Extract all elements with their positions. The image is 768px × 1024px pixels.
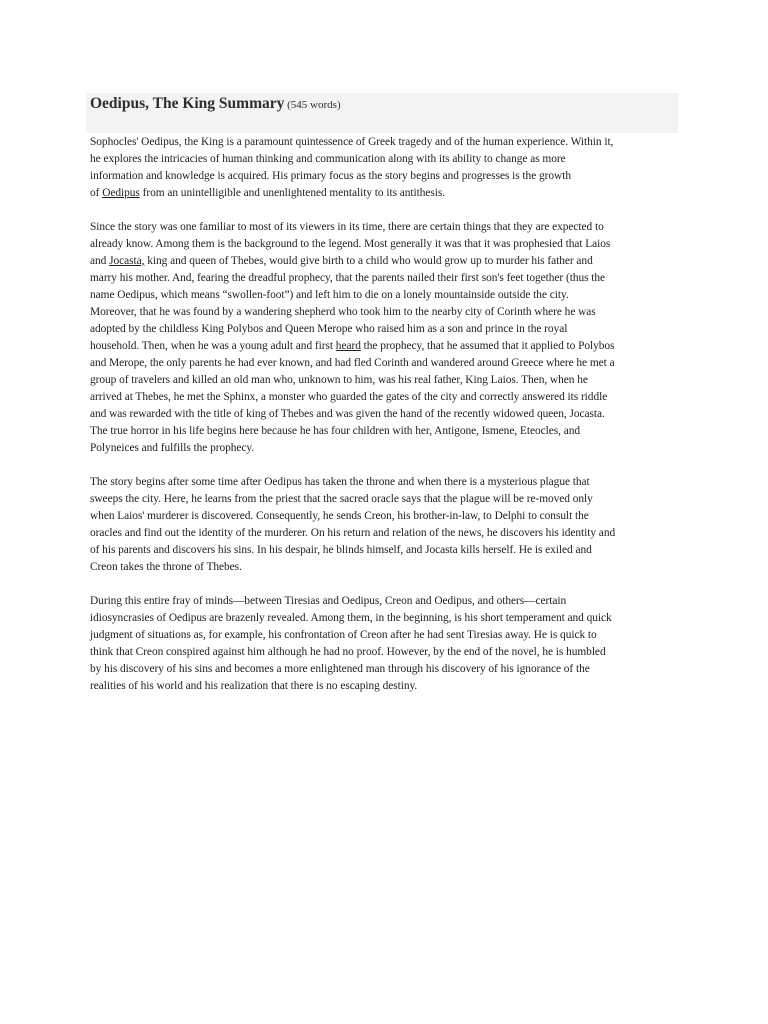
text-line bbox=[90, 287, 690, 304]
text-segment: During this entire fray of minds—between Tiresias and Oedipus, Creon and Oedipus, and others—certain bbox=[90, 595, 567, 607]
text-segment: Creon takes the throne of Thebes. bbox=[90, 561, 242, 573]
text-segment: by his discovery of his sins and becomes a more enlightened man through his discovery of his ignorance of the bbox=[90, 663, 590, 675]
text-segment: Since the story was one familiar to most of its viewers in its time, there are certain things that they are expected to bbox=[90, 221, 604, 233]
text-segment: already know. Among them is the background to the legend. Most generally it was that it was prophesied that Laios bbox=[90, 238, 611, 250]
text-line bbox=[90, 423, 690, 440]
text-segment: arrived at Thebes, he met the Sphinx, a monster who guarded the gates of the city and correctly answered its riddle bbox=[90, 391, 608, 403]
title-bar bbox=[86, 93, 678, 133]
text-segment: king and queen of Thebes, would give birth to a child who would grow up to murder his father and bbox=[144, 255, 593, 267]
text-segment: idiosyncrasies of Oedipus are brazenly revealed. Among them, in the beginning, is his short temperament and quick bbox=[90, 612, 612, 624]
text-segment: and was rewarded with the title of king of Thebes and was given the hand of the recently widowed queen, Jocasta. bbox=[90, 408, 605, 420]
text-line bbox=[90, 151, 690, 168]
text-line bbox=[90, 338, 690, 355]
text-line bbox=[90, 219, 690, 236]
text-segment: The true horror in his life begins here because he has four children with her, Antigone, Ismene, Eteocles, and bbox=[90, 425, 581, 437]
text-line bbox=[90, 610, 690, 627]
inline-link[interactable]: Jocasta, bbox=[109, 255, 145, 267]
text-line bbox=[90, 627, 690, 644]
text-segment: from an unintelligible and unenlightened mentality to its antithesis. bbox=[139, 187, 446, 199]
summary-body bbox=[90, 134, 690, 712]
text-line bbox=[90, 236, 690, 253]
text-line bbox=[90, 491, 690, 508]
document-title bbox=[90, 94, 341, 115]
text-line bbox=[90, 304, 690, 321]
text-line bbox=[90, 406, 690, 423]
text-segment: Sophocles' Oedipus, the King is a paramount quintessence of Greek tragedy and of the human experience. Within it, bbox=[90, 136, 614, 148]
paragraph-4 bbox=[90, 593, 690, 695]
text-line bbox=[90, 185, 690, 202]
text-segment: The story begins after some time after Oedipus has taken the throne and when there is a mysterious plague that bbox=[90, 476, 590, 488]
text-segment: he explores the intricacies of human thinking and communication along with its ability to change as more bbox=[90, 153, 566, 165]
text-segment: household. Then, when he was a young adult and first bbox=[90, 340, 336, 352]
text-segment: and Merope, the only parents he had ever known, and had fled Corinth and wandered around Greece where he met a bbox=[90, 357, 615, 369]
inline-link[interactable]: Oedipus bbox=[102, 187, 140, 199]
text-segment: marry his mother. And, fearing the dreadful prophecy, that the parents nailed their first son's feet together (thus the bbox=[90, 272, 606, 284]
paragraph-1 bbox=[90, 134, 690, 202]
text-segment: Moreover, that he was found by a wandering shepherd who took him to the nearby city of Corinth where he was bbox=[90, 306, 596, 318]
text-segment: group of travelers and killed an old man who, unknown to him, was his real father, King Laios. Then, when he bbox=[90, 374, 588, 386]
text-segment: oracles and find out the identity of the murderer. On his return and relation of the news, he discovers his identity and bbox=[90, 527, 616, 539]
text-line bbox=[90, 355, 690, 372]
text-line bbox=[90, 593, 690, 610]
text-line bbox=[90, 678, 690, 695]
text-line bbox=[90, 134, 690, 151]
paragraph-2 bbox=[90, 219, 690, 457]
text-segment: sweeps the city. Here, he learns from the priest that the sacred oracle says that the plague will be re-moved only bbox=[90, 493, 593, 505]
text-line bbox=[90, 474, 690, 491]
text-segment: judgment of situations as, for example, his confrontation of Creon after he had sent Tiresias away. He is quick to bbox=[90, 629, 597, 641]
text-segment: information and knowledge is acquired. His primary focus as the story begins and progresses is the growth bbox=[90, 170, 571, 182]
text-segment: realities of his world and his realization that there is no escaping destiny. bbox=[90, 680, 418, 692]
text-line bbox=[90, 270, 690, 287]
text-segment: when Laios' murderer is discovered. Consequently, he sends Creon, his brother-in-law, to Delphi to consult the bbox=[90, 510, 589, 522]
text-line bbox=[90, 389, 690, 406]
text-line bbox=[90, 321, 690, 338]
title-text: Oedipus, The King Summary bbox=[90, 95, 285, 112]
inline-link[interactable]: heard bbox=[335, 340, 361, 352]
text-line bbox=[90, 372, 690, 389]
word-count-open: ( bbox=[284, 99, 291, 111]
text-line bbox=[90, 559, 690, 576]
paragraph-3 bbox=[90, 474, 690, 576]
text-segment: the prophecy, that he assumed that it applied to Polybos bbox=[360, 340, 615, 352]
text-segment: adopted by the childless King Polybos and Queen Merope who raised him as a son and prince in the royal bbox=[90, 323, 568, 335]
text-line bbox=[90, 525, 690, 542]
text-segment: of bbox=[90, 187, 103, 199]
text-line bbox=[90, 661, 690, 678]
word-count: 545 words bbox=[290, 99, 337, 111]
text-segment: think that Creon conspired against him although he had no proof. However, by the end of the novel, he is humbled bbox=[90, 646, 606, 658]
text-segment: name Oedipus, which means “swollen-foot”) and left him to die on a lonely mountainside outside the city. bbox=[90, 289, 569, 301]
text-line bbox=[90, 440, 690, 457]
text-segment: Polyneices and fulfills the prophecy. bbox=[90, 442, 255, 454]
text-line bbox=[90, 542, 690, 559]
text-segment: of his parents and discovers his sins. In his despair, he blinds himself, and Jocasta kills herself. He is exiled and bbox=[90, 544, 592, 556]
text-line bbox=[90, 508, 690, 525]
text-line bbox=[90, 644, 690, 661]
text-segment: and bbox=[90, 255, 110, 267]
word-count-close: ) bbox=[336, 99, 341, 111]
text-line bbox=[90, 168, 690, 185]
text-line bbox=[90, 253, 690, 270]
